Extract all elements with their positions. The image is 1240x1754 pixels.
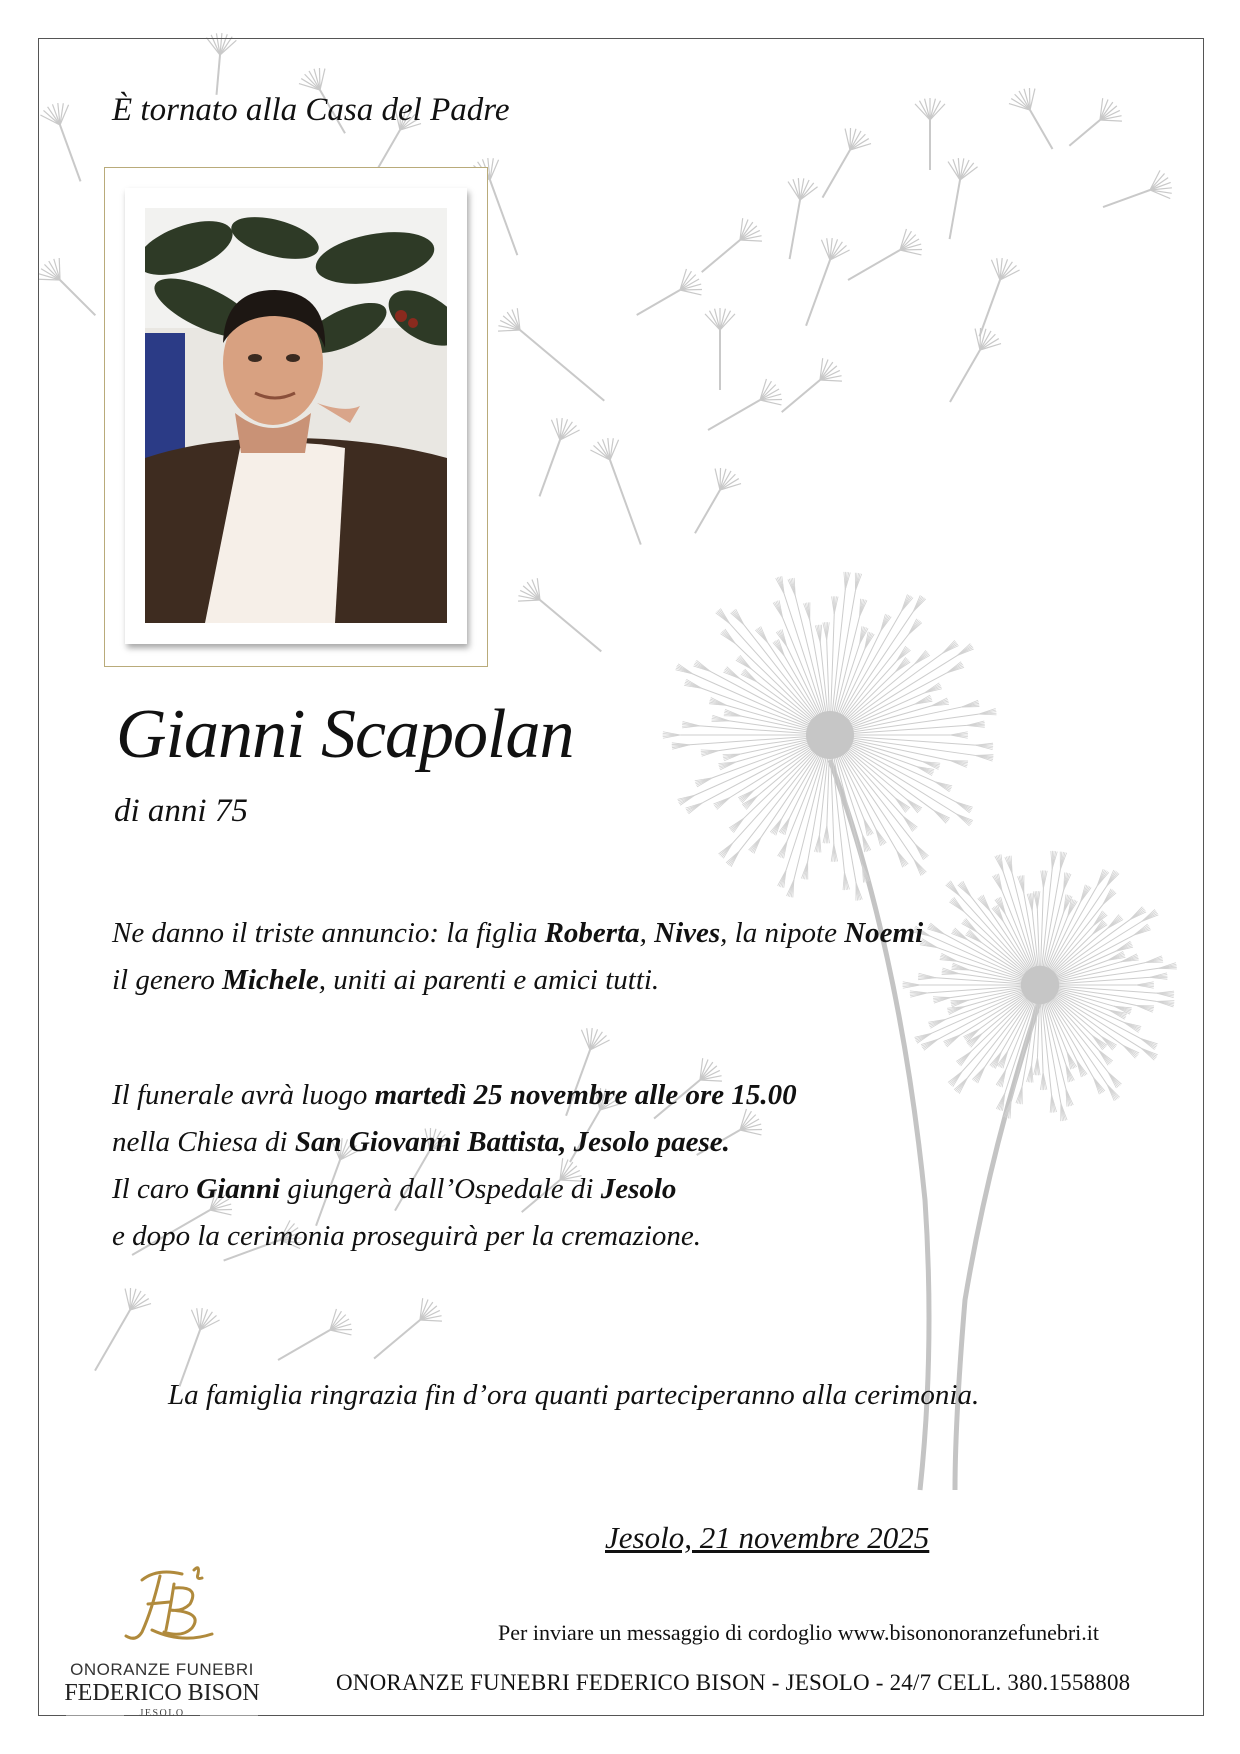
funeral-paragraph (112, 1072, 797, 1260)
deceased-age: di anni 75 (114, 793, 248, 829)
funeral-line-4: e dopo la cerimonia proseguirà per la cremazione. (112, 1220, 702, 1252)
funeral-church: San Giovanni Battista, Jesolo paese. (294, 1126, 730, 1158)
place-jesolo: Jesolo (600, 1173, 677, 1205)
name-michele: Michele (222, 964, 319, 996)
funeral-line-1: Il funerale avrà luogo martedì 25 novembre alle ore 15.00 (112, 1079, 797, 1111)
logo-line-2: FEDERICO BISON (64, 1680, 260, 1706)
portrait-card (125, 188, 467, 644)
deceased-name: Gianni Scapolan (116, 696, 574, 773)
intro-phrase: È tornato alla Casa del Padre (112, 92, 510, 128)
name-nives: Nives (654, 917, 721, 949)
logo-line-3: JESOLO (139, 1708, 185, 1719)
name-noemi: Noemi (844, 917, 924, 949)
logo-line-1: ONORANZE FUNEBRI (70, 1660, 254, 1679)
contact-footer: ONORANZE FUNEBRI FEDERICO BISON - JESOLO - 24/7 CELL. 380.1558808 (336, 1670, 1131, 1695)
announcement-line-2: il genero Michele, uniti ai parenti e amici tutti. (112, 964, 660, 996)
condolence-message-line: Per inviare un messaggio di cordoglio www.bisononoranzefunebri.it (498, 1620, 1099, 1645)
portrait-frame (104, 167, 488, 667)
thanks-line: La famiglia ringrazia fin d’ora quanti parteciperanno alla cerimonia. (168, 1379, 980, 1411)
funeral-datetime: martedì 25 novembre alle ore 15.00 (374, 1079, 797, 1111)
name-gianni: Gianni (196, 1173, 281, 1205)
funeral-line-3: Il caro Gianni giungerà dall’Ospedale di Jesolo (112, 1173, 677, 1205)
announcement-line-1: Ne danno il triste annuncio: la figlia Roberta, Nives, la nipote Noemi (112, 917, 924, 949)
fb-monogram-icon (112, 1560, 222, 1650)
funeral-home-logo (56, 1548, 276, 1719)
name-roberta: Roberta (544, 917, 640, 949)
logo-rule-right (200, 1715, 258, 1716)
place-date: Jesolo, 21 novembre 2025 (605, 1520, 930, 1555)
funeral-line-2: nella Chiesa di San Giovanni Battista, Jesolo paese. (112, 1126, 730, 1158)
portrait-photo (145, 208, 447, 623)
announcement-paragraph (112, 910, 923, 1004)
